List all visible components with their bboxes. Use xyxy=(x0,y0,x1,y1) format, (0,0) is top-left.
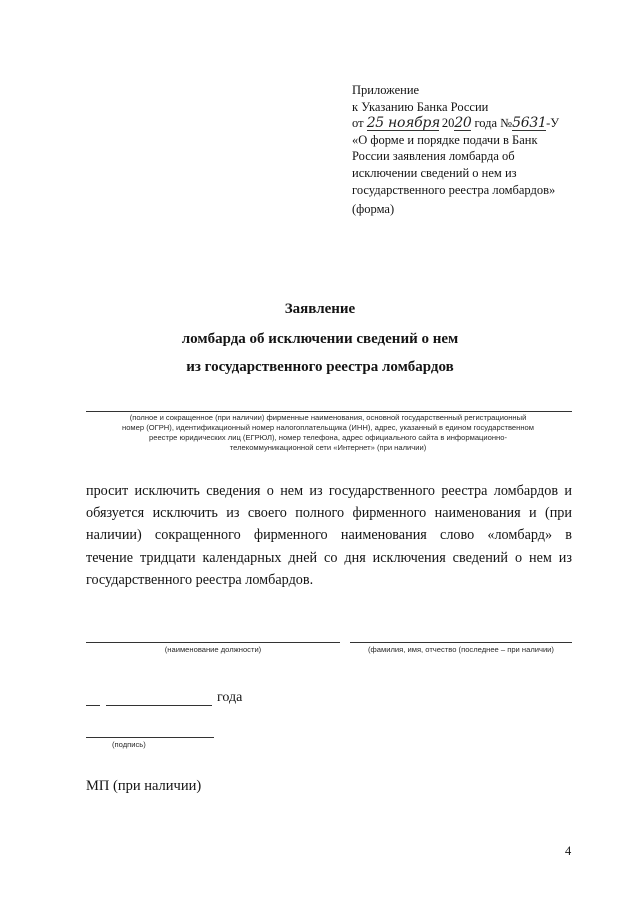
appendix-line-4: «О форме и порядке подачи в Банк xyxy=(352,132,538,147)
sign-label: (подпись) xyxy=(112,740,146,749)
appendix-line-6: исключении сведений о нем из xyxy=(352,165,517,180)
applicant-note xyxy=(86,413,570,453)
name-label: (фамилия, имя, отчество (последнее – при наличии) xyxy=(368,645,554,654)
body-paragraph xyxy=(86,480,572,591)
body-line-2: обязуется исключить из своего полного фирменного наименования и (при xyxy=(86,505,572,522)
date-month-line xyxy=(106,705,212,706)
date-day-line xyxy=(86,705,100,706)
handwritten-year: 20 xyxy=(454,115,472,132)
name-line xyxy=(350,642,572,643)
applicant-note-line-4: телекоммуникационной сети «Интернет» (при наличии) xyxy=(229,443,427,452)
appendix-line-7: государственного реестра ломбардов» xyxy=(352,182,556,197)
date-prefix: от xyxy=(352,116,364,131)
stamp-label: МП (при наличии) xyxy=(86,778,202,794)
year-prefix: 20 xyxy=(441,116,455,131)
title-line-1: Заявление xyxy=(284,301,356,317)
body-line-5: государственного реестра ломбардов. xyxy=(86,571,314,588)
number-suffix: -У xyxy=(546,116,560,131)
body-line-3: наличии) сокращенного фирменного наименования слово «ломбард» в xyxy=(86,527,572,544)
handwritten-date: 25 ноября xyxy=(366,115,440,132)
position-line xyxy=(86,642,340,643)
title-line-2: ломбарда об исключении сведений о нем xyxy=(181,331,459,347)
date-label: года xyxy=(217,690,243,705)
applicant-line xyxy=(86,411,572,412)
body-line-4: течение тридцати календарных дней со дня исключения сведений о нем из xyxy=(86,549,572,566)
appendix-line-5: России заявления ломбарда об xyxy=(352,149,515,164)
appendix-block xyxy=(352,82,559,198)
applicant-note-line-3: реестре юридических лиц (ЕГРЮЛ), номер телефона, адрес официального сайта в информационно- xyxy=(149,433,507,442)
appendix-line-2: к Указанию Банка России xyxy=(352,99,489,114)
handwritten-number: 5631 xyxy=(512,115,547,132)
appendix-line-3 xyxy=(352,115,559,132)
year-suffix: года № xyxy=(474,116,513,131)
page-number: 4 xyxy=(565,844,572,858)
applicant-note-line-1: (полное и сокращенное (при наличии) фирменные наименования, основной государственный регистрационный xyxy=(129,413,527,422)
body-line-1: просит исключить сведения о нем из государственного реестра ломбардов и xyxy=(86,483,572,499)
position-label: (наименование должности) xyxy=(164,645,262,654)
sign-line xyxy=(86,737,214,738)
appendix-line-1: Приложение xyxy=(352,83,420,97)
form-label: (форма) xyxy=(352,202,395,216)
title-line-3: из государственного реестра ломбардов xyxy=(186,359,454,375)
applicant-note-line-2: номер (ОГРН), идентификационный номер налогоплательщика (ИНН), адрес, указанный в едином государственном xyxy=(122,423,534,432)
